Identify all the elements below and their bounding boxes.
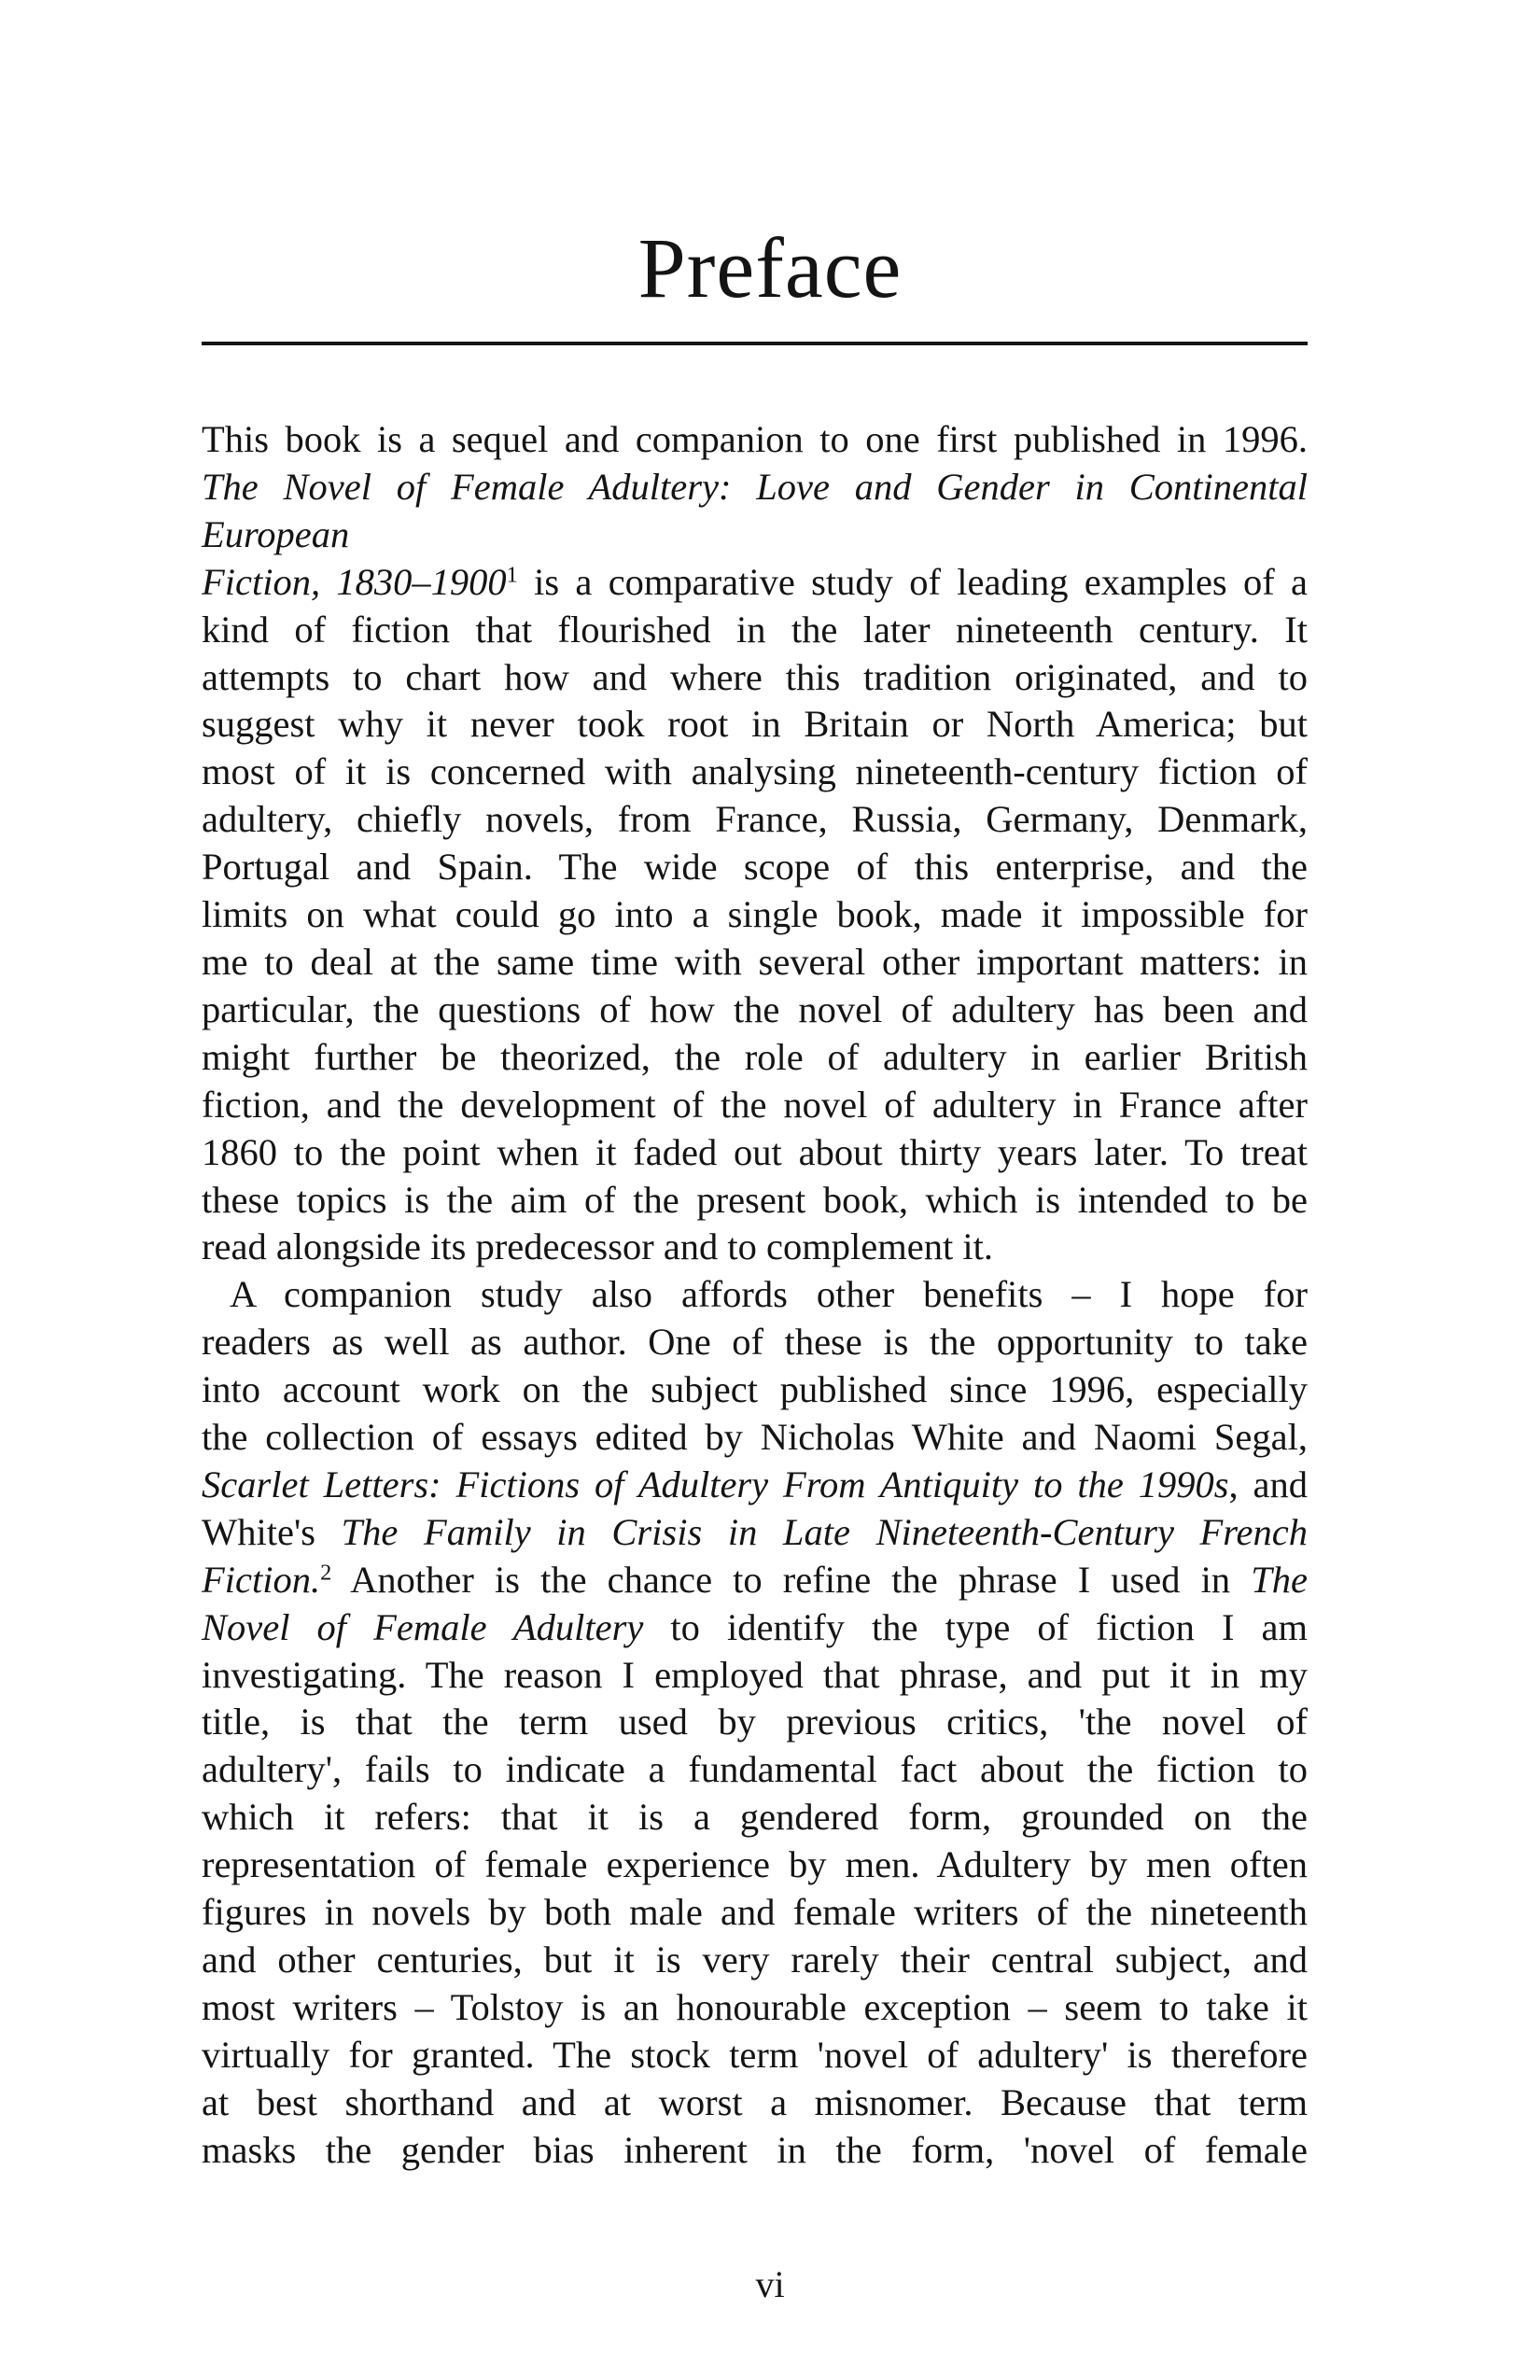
text-fragment: Another is the chance to refine the phrase I used in — [331, 1558, 1252, 1601]
text-line: these topics is the aim of the present book, which is intended to be — [202, 1178, 1308, 1221]
text-line: most writers – Tolstoy is an honourable exception – seem to take it — [202, 1985, 1308, 2028]
text-fragment: , and — [1228, 1463, 1308, 1505]
text-line: at best shorthand and at worst a misnomer. Because that term — [202, 2080, 1308, 2123]
text-line: The Novel of Female Adultery: Love and Gender in Continental European — [202, 465, 1308, 555]
text-line: particular, the questions of how the novel of adultery has been and — [202, 987, 1308, 1030]
paragraph-1 — [202, 416, 1308, 1271]
text-line — [202, 1509, 1308, 1557]
text-line: adultery, chiefly novels, from France, Russia, Germany, Denmark, — [202, 798, 1308, 841]
book-title: Fiction. — [202, 1558, 321, 1601]
text-line: into account work on the subject published since 1996, especially — [202, 1368, 1308, 1411]
book-title: Novel of Female Adultery — [202, 1605, 644, 1648]
text-line: most of it is concerned with analysing nineteenth-century fiction of — [202, 750, 1308, 793]
text-line: fiction, and the development of the novel of adultery in France after — [202, 1083, 1308, 1126]
text-line — [202, 1604, 1308, 1652]
text-fragment: to identify the type of fiction I am — [643, 1605, 1308, 1648]
text-line: me to deal at the same time with several other important matters: in — [202, 940, 1308, 983]
page-number: vi — [755, 2263, 785, 2305]
text-line: This book is a sequel and companion to one first published in 1996. — [202, 418, 1308, 460]
text-line: readers as well as author. One of these is the opportunity to take — [202, 1321, 1308, 1364]
body-text — [202, 416, 1308, 2175]
footnote-marker: 1 — [506, 562, 518, 588]
text-line: might further be theorized, the role of adultery in earlier British — [202, 1035, 1308, 1078]
text-fragment: White's — [202, 1510, 342, 1553]
text-line: figures in novels by both male and female writers of the nineteenth — [202, 1891, 1308, 1934]
text-line: the collection of essays edited by Nicholas White and Naomi Segal, — [202, 1416, 1308, 1459]
text-line: suggest why it never took root in Britain or North America; but — [202, 703, 1308, 746]
text-line: 1860 to the point when it faded out about thirty years later. To treat — [202, 1130, 1308, 1173]
title-rule — [202, 342, 1308, 345]
text-line: limits on what could go into a single book, made it impossible for — [202, 893, 1308, 936]
text-line: investigating. The reason I employed that phrase, and put it in my — [202, 1653, 1308, 1696]
text-line: representation of female experience by men. Adultery by men often — [202, 1843, 1308, 1886]
text-line: virtually for granted. The stock term 'novel of adultery' is therefore — [202, 2033, 1308, 2076]
book-title: Fiction, 1830–1900 — [202, 560, 507, 603]
text-line: kind of fiction that flourished in the later nineteenth century. It — [202, 608, 1308, 651]
text-line: title, is that the term used by previous critics, 'the novel of — [202, 1701, 1308, 1743]
book-title: The Family in Crisis in Late Nineteenth-Century French — [341, 1510, 1308, 1553]
text-line: A companion study also affords other benefits – I hope for — [230, 1273, 1308, 1316]
text-line: adultery', fails to indicate a fundamental fact about the fiction to — [202, 1748, 1308, 1791]
text-fragment: is a comparative study of leading examples of a — [517, 560, 1308, 603]
text-line: which it refers: that it is a gendered form, grounded on the — [202, 1796, 1308, 1839]
footnote-marker: 2 — [320, 1560, 332, 1586]
paragraph-2 — [202, 1271, 1308, 2174]
text-line — [202, 1557, 1308, 1604]
page-title: Preface — [637, 220, 903, 315]
text-line: and other centuries, but it is very rarely their central subject, and — [202, 1939, 1308, 1981]
text-line — [202, 559, 1308, 607]
text-line: read alongside its predecessor and to complement it. — [202, 1225, 993, 1268]
text-line: attempts to chart how and where this tradition originated, and to — [202, 655, 1308, 698]
book-title: Scarlet Letters: Fictions of Adultery From Antiquity to the 1990s — [202, 1463, 1229, 1505]
text-line — [202, 1462, 1308, 1509]
book-title: The — [1251, 1558, 1308, 1601]
text-line: Portugal and Spain. The wide scope of this enterprise, and the — [202, 846, 1308, 889]
text-line: masks the gender bias inherent in the form, 'novel of female — [202, 2128, 1308, 2171]
